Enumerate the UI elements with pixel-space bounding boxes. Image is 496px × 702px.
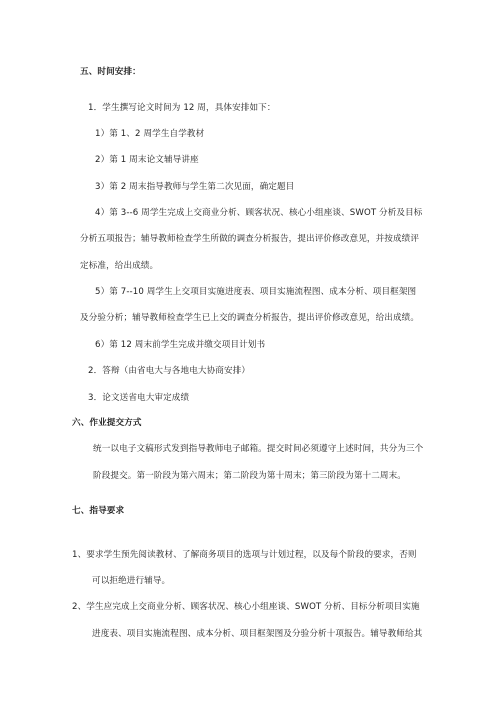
list-item: 2）第 1 周末论文辅导讲座 bbox=[95, 155, 199, 165]
list-item: 3．论文送省电大审定成绩 bbox=[88, 393, 190, 403]
section-6-heading: 六、作业提交方式 bbox=[72, 418, 142, 428]
list-item: 6）第 12 周末前学生完成并缴交项目计划书 bbox=[95, 340, 266, 350]
list-item: 5）第 7--10 周学生上交项目实施进度表、项目实施流程图、成本分析、项目框架图 bbox=[95, 287, 417, 297]
list-item: 2．答辩（由省电大与各地电大协商安排） bbox=[88, 366, 251, 376]
section-5-heading: 五、时间安排： bbox=[80, 67, 141, 77]
list-item: 及分验分析；辅导教师检查学生已上交的调查分析报告，提出评价修改意见，给出成绩。 bbox=[80, 313, 420, 323]
list-item: 1．学生撰写论文时间为 12 周，具体安排如下： bbox=[88, 103, 276, 113]
paragraph-line: 统一以电子文稿形式发到指导教师电子邮箱。提交时间必须遵守上述时间，共分为三个 bbox=[93, 444, 424, 454]
list-item: 定标准，给出成绩。 bbox=[80, 261, 159, 271]
paragraph-line: 阶段提交。第一阶段为第六周末；第二阶段为第十周末；第三阶段为第十二周末。 bbox=[93, 471, 406, 481]
list-item: 2、学生应完成上交商业分析、顾客状况、核心小组座谈、SWOT 分析、目标分析项目实施 bbox=[72, 602, 420, 612]
list-item: 1、要求学生预先阅读教材、了解商务项目的选项与计划过程，以及每个阶段的要求，否则 bbox=[72, 550, 417, 560]
list-item: 1）第 1、2 周学生自学教材 bbox=[95, 129, 205, 139]
list-item: 3）第 2 周末指导教师与学生第二次见面，确定题目 bbox=[95, 182, 295, 192]
section-7-heading: 七、指导要求 bbox=[72, 506, 125, 516]
list-item: 进度表、项目实施流程图、成本分析、项目框架图及分验分析十项报告。辅导教师给其 bbox=[92, 629, 423, 639]
list-item: 4）第 3--6 周学生完成上交商业分析、顾客状况、核心小组座谈、SWOT 分析及目标 bbox=[95, 208, 423, 218]
list-item: 可以拒绝进行辅导。 bbox=[92, 576, 171, 586]
list-item: 分析五项报告；辅导教师检查学生所做的调查分析报告，提出评价修改意见，并按成绩评 bbox=[80, 234, 420, 244]
